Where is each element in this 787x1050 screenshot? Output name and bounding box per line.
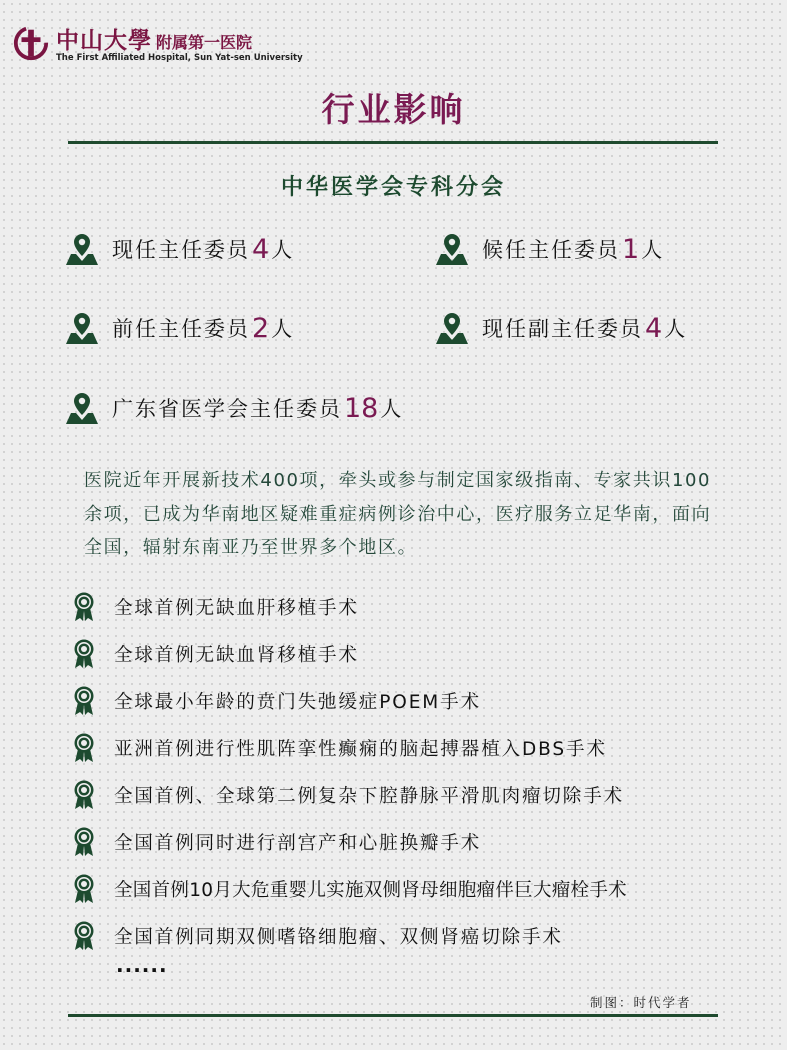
logo-chinese-name [56, 22, 252, 55]
person-location-icon [434, 232, 470, 266]
member-count: 4 [252, 233, 270, 265]
achievement-text: 亚洲首例进行性肌阵挛性癫痫的脑起搏器植入DBS手术 [114, 739, 607, 760]
logo-english-name: The First Affiliated Hospital, Sun Yat-sen University [56, 53, 303, 63]
member-provincial-chair [64, 391, 401, 425]
achievement-text: 全球最小年龄的贲门失弛缓症POEM手术 [114, 692, 481, 713]
award-badge-icon [72, 733, 96, 763]
logo-university-name: 中山大學 [56, 27, 152, 54]
achievement-item [72, 921, 563, 951]
award-badge-icon [72, 780, 96, 810]
member-label: 广东省医学会主任委员 [112, 397, 342, 421]
award-badge-icon [72, 686, 96, 716]
member-current-chair [64, 232, 292, 266]
member-unit: 人 [641, 238, 663, 262]
achievement-text: 全国首例同期双侧嗜铬细胞瘤、双侧肾癌切除手术 [114, 927, 563, 948]
achievement-item [72, 686, 481, 716]
award-badge-icon [72, 827, 96, 857]
page-title: 行业影响 [321, 90, 466, 129]
member-count: 4 [645, 312, 663, 344]
person-location-icon [434, 311, 470, 345]
achievement-item [72, 827, 481, 857]
award-badge-icon [72, 639, 96, 669]
member-label: 前任主任委员 [112, 317, 250, 341]
member-unit: 人 [271, 238, 293, 262]
hospital-emblem-icon [12, 24, 50, 62]
footer-divider [68, 1014, 718, 1017]
member-former-chair [64, 311, 292, 345]
award-badge-icon [72, 921, 96, 951]
member-count: 2 [252, 312, 270, 344]
member-vice-chair [434, 311, 685, 345]
member-label: 现任副主任委员 [482, 317, 643, 341]
achievement-item [72, 592, 359, 622]
achievement-item [72, 639, 359, 669]
person-location-icon [64, 311, 100, 345]
award-badge-icon [72, 592, 96, 622]
achievement-item [72, 874, 627, 904]
intro-paragraph: 医院近年开展新技术400项，牵头或参与制定国家级指南、专家共识100余项，已成为华南地区疑难重症病例诊治中心，医疗服务立足华南，面向全国，辐射东南亚乃至世界多个地区。 [84, 470, 712, 558]
achievement-text: 全球首例无缺血肝移植手术 [114, 598, 359, 619]
person-location-icon [64, 232, 100, 266]
achievement-text: 全国首例10月大危重婴儿实施双侧肾母细胞瘤伴巨大瘤栓手术 [114, 880, 627, 901]
achievement-text: 全国首例同时进行剖宫产和心脏换瓣手术 [114, 833, 482, 854]
achievement-item [72, 733, 607, 763]
graphic-credit: 制图：时代学者 [590, 995, 692, 1010]
member-unit: 人 [380, 397, 402, 421]
person-location-icon [64, 391, 100, 425]
title-divider [68, 141, 718, 144]
society-title: 中华医学会专科分会 [280, 175, 506, 200]
member-chair-elect [434, 232, 662, 266]
member-count: 18 [344, 392, 379, 424]
more-ellipsis: ······ [116, 958, 168, 982]
member-unit: 人 [664, 317, 686, 341]
achievement-text: 全国首例、全球第二例复杂下腔静脉平滑肌肉瘤切除手术 [114, 786, 625, 807]
award-badge-icon [72, 874, 96, 904]
member-count: 1 [622, 233, 640, 265]
achievement-text: 全球首例无缺血肾移植手术 [114, 645, 359, 666]
achievement-item [72, 780, 624, 810]
member-label: 现任主任委员 [112, 238, 250, 262]
member-label: 候任主任委员 [482, 238, 620, 262]
logo-department-name: 附属第一医院 [156, 33, 253, 52]
member-unit: 人 [271, 317, 293, 341]
